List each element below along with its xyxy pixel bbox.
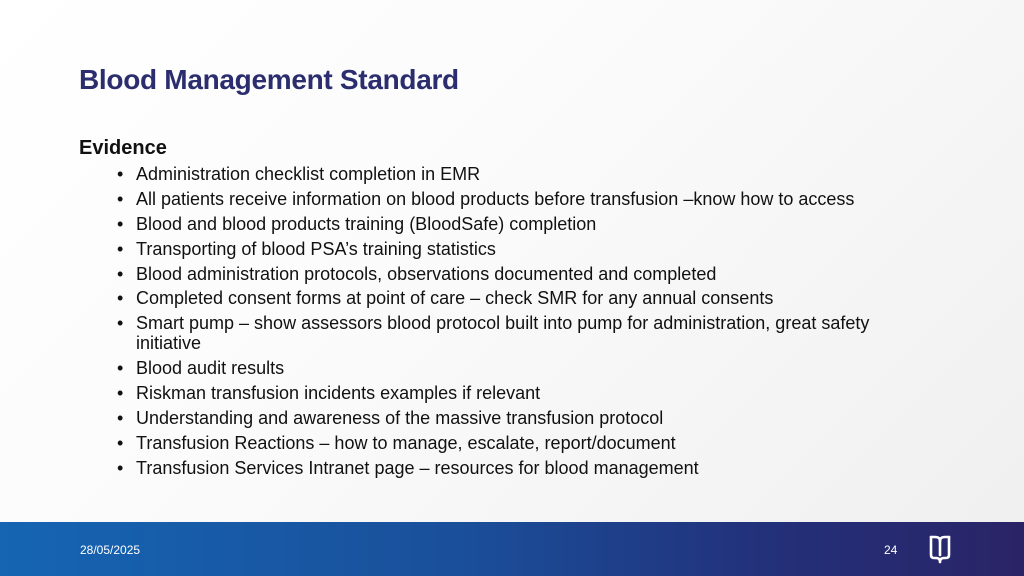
- bullet-item: [117, 164, 917, 184]
- bullet-text: All patients receive information on blood products before transfusion –know how to access: [136, 188, 855, 209]
- bullet-text: Smart pump – show assessors blood protocol built into pump for administration, great safety initiative: [136, 313, 870, 354]
- bullet-item: [117, 239, 917, 259]
- bullet-text: Transporting of blood PSA’s training statistics: [136, 238, 496, 259]
- bullet-item: [117, 264, 917, 284]
- bullet-item: [117, 358, 917, 378]
- bullet-icon: •: [117, 358, 124, 379]
- bullet-icon: •: [117, 263, 124, 284]
- bullet-text: Transfusion Reactions – how to manage, escalate, report/document: [136, 432, 676, 453]
- footer-bar: [0, 522, 1024, 576]
- bullet-icon: •: [117, 408, 124, 429]
- bullet-item: [117, 214, 917, 234]
- footer-date: 28/05/2025: [80, 543, 141, 557]
- bullet-text: Riskman transfusion incidents examples if relevant: [136, 383, 541, 404]
- bullet-item: [117, 189, 917, 209]
- bullet-item: [117, 408, 917, 428]
- brand-logo-icon: [924, 532, 956, 564]
- bullet-list: [117, 164, 917, 483]
- bullet-item: [117, 288, 917, 308]
- bullet-text: Blood and blood products training (BloodSafe) completion: [136, 213, 597, 234]
- bullet-text: Completed consent forms at point of care – check SMR for any annual consents: [136, 288, 774, 309]
- bullet-icon: •: [117, 213, 124, 234]
- bullet-icon: •: [117, 188, 124, 209]
- section-heading: Evidence: [79, 137, 167, 159]
- bullet-icon: •: [117, 432, 124, 453]
- bullet-icon: •: [117, 288, 124, 309]
- bullet-icon: •: [117, 313, 124, 334]
- bullet-text: Administration checklist completion in EMR: [136, 164, 481, 184]
- bullet-icon: •: [117, 383, 124, 404]
- slide-title: Blood Management Standard: [79, 64, 459, 95]
- bullet-text: Transfusion Services Intranet page – resources for blood management: [136, 457, 699, 478]
- bullet-text: Understanding and awareness of the massive transfusion protocol: [136, 408, 664, 429]
- bullet-text: Blood audit results: [136, 358, 285, 379]
- bullet-text: Blood administration protocols, observations documented and completed: [136, 263, 717, 284]
- bullet-item: [117, 313, 917, 353]
- bullet-icon: •: [117, 164, 124, 184]
- page-number: 24: [884, 543, 898, 557]
- bullet-item: [117, 433, 917, 453]
- bullet-icon: •: [117, 457, 124, 478]
- bullet-item: [117, 458, 917, 478]
- bullet-icon: •: [117, 238, 124, 259]
- bullet-item: [117, 383, 917, 403]
